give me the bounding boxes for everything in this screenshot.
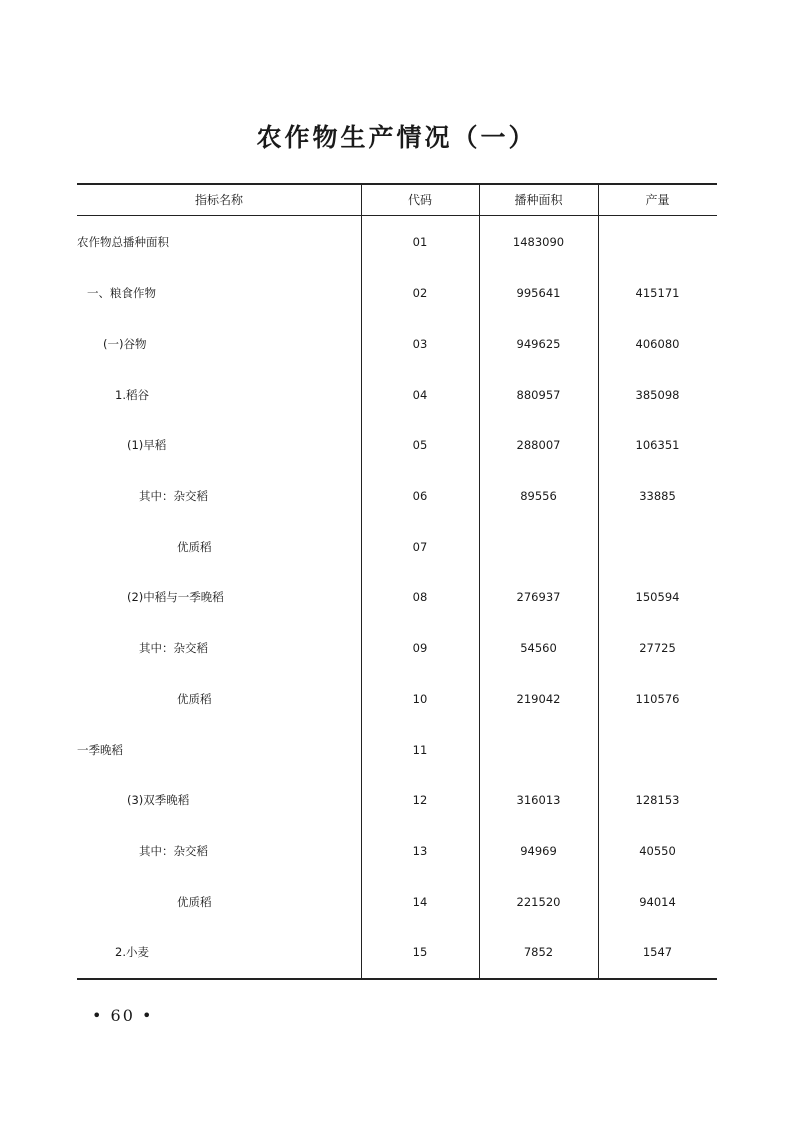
code-cell-text: 12 <box>412 793 428 808</box>
header-sown-area: 播种面积 <box>514 193 563 207</box>
code-cell-text: 01 <box>412 235 428 249</box>
sown-area-cell-text: 995641 <box>516 286 561 301</box>
table-row <box>77 674 717 725</box>
sown-area-cell <box>479 674 598 725</box>
production-cell <box>598 674 717 725</box>
production-cell <box>598 775 717 826</box>
indicator-name-cell <box>77 876 361 927</box>
code-cell <box>361 826 479 877</box>
production-cell-text: 415171 <box>635 286 680 301</box>
sown-area-cell <box>479 876 598 927</box>
sown-area-cell <box>479 216 598 268</box>
table-body <box>77 216 717 978</box>
production-cell-text: 110576 <box>635 691 680 706</box>
header-code: 代码 <box>407 193 432 207</box>
code-cell <box>361 674 479 725</box>
header-production: 产量 <box>645 193 670 207</box>
code-cell <box>361 927 479 978</box>
production-cell <box>598 420 717 471</box>
indicator-name-cell-text: 2.小麦 <box>115 945 149 960</box>
table-row <box>77 369 717 420</box>
indicator-name-cell-text: 优质稻 <box>177 539 212 554</box>
code-cell <box>361 623 479 674</box>
sown-area-cell <box>479 927 598 978</box>
indicator-name-cell-text: (3)双季晚稻 <box>127 793 190 808</box>
table-row <box>77 623 717 674</box>
table-row <box>77 775 717 826</box>
code-cell <box>361 775 479 826</box>
indicator-name-cell-text: 一、粮食作物 <box>87 286 156 301</box>
sown-area-cell <box>479 471 598 522</box>
sown-area-cell-text: 316013 <box>516 793 561 808</box>
indicator-name-cell-text: 优质稻 <box>177 894 212 909</box>
production-cell-text: 94014 <box>639 894 676 909</box>
page-number: • 60 • <box>92 1006 154 1025</box>
code-cell-text: 08 <box>412 590 428 605</box>
code-cell-text: 05 <box>412 438 428 453</box>
code-cell <box>361 319 479 370</box>
sown-area-cell-text: 221520 <box>516 894 561 909</box>
table-row <box>77 268 717 319</box>
sown-area-cell <box>479 420 598 471</box>
indicator-name-cell <box>77 623 361 674</box>
production-cell <box>598 471 717 522</box>
sown-area-cell-text: 94969 <box>520 843 557 858</box>
table-row <box>77 876 717 927</box>
indicator-name-cell-text: 一季晚稻 <box>77 742 123 757</box>
production-cell <box>598 319 717 370</box>
code-cell-text: 11 <box>412 742 428 757</box>
production-cell-text: 40550 <box>639 843 676 858</box>
sown-area-cell-text: 880957 <box>516 387 561 402</box>
production-cell-text: 1547 <box>642 945 673 960</box>
indicator-name-cell-text: (2)中稻与一季晚稻 <box>127 590 224 605</box>
sown-area-cell-text: 7852 <box>523 945 554 960</box>
table-header-row <box>77 185 717 216</box>
production-cell-text: 406080 <box>635 337 680 352</box>
code-cell <box>361 521 479 572</box>
table-row <box>77 471 717 522</box>
code-cell <box>361 216 479 268</box>
table-row <box>77 216 717 268</box>
sown-area-cell <box>479 268 598 319</box>
code-cell <box>361 876 479 927</box>
code-cell-text: 03 <box>412 337 428 352</box>
indicator-name-cell <box>77 471 361 522</box>
indicator-name-cell-text: 其中：杂交稻 <box>139 641 208 656</box>
code-cell-text: 10 <box>412 691 428 706</box>
indicator-name-cell <box>77 724 361 775</box>
code-cell-text: 14 <box>412 894 428 909</box>
indicator-name-cell <box>77 369 361 420</box>
sown-area-cell-text: 949625 <box>516 337 561 352</box>
production-cell <box>598 876 717 927</box>
code-cell-text: 02 <box>412 286 428 301</box>
indicator-name-cell <box>77 319 361 370</box>
table-row <box>77 521 717 572</box>
sown-area-cell <box>479 826 598 877</box>
page-title: 农作物生产情况（一） <box>256 123 537 152</box>
production-cell <box>598 369 717 420</box>
production-cell <box>598 572 717 623</box>
code-cell <box>361 369 479 420</box>
production-cell <box>598 623 717 674</box>
production-cell-text: 128153 <box>635 793 680 808</box>
indicator-name-cell <box>77 521 361 572</box>
indicator-name-cell-text: 优质稻 <box>177 691 212 706</box>
code-cell <box>361 268 479 319</box>
code-cell-text: 06 <box>412 489 428 504</box>
header-indicator-name: 指标名称 <box>194 193 243 207</box>
sown-area-cell <box>479 775 598 826</box>
sown-area-cell-text: 288007 <box>516 438 561 453</box>
code-cell <box>361 724 479 775</box>
production-cell <box>598 724 717 775</box>
table-row <box>77 420 717 471</box>
indicator-name-cell <box>77 216 361 268</box>
indicator-name-cell <box>77 775 361 826</box>
sown-area-cell-text: 1483090 <box>512 235 565 249</box>
production-cell <box>598 521 717 572</box>
production-cell <box>598 216 717 268</box>
table-row <box>77 826 717 877</box>
sown-area-cell <box>479 521 598 572</box>
production-cell <box>598 927 717 978</box>
indicator-name-cell <box>77 826 361 877</box>
indicator-name-cell-text: (一)谷物 <box>103 337 147 352</box>
sown-area-cell <box>479 623 598 674</box>
indicator-name-cell <box>77 268 361 319</box>
code-cell-text: 04 <box>412 387 428 402</box>
production-cell-text: 150594 <box>635 590 680 605</box>
indicator-name-cell <box>77 572 361 623</box>
production-cell-text: 106351 <box>635 438 680 453</box>
indicator-name-cell <box>77 927 361 978</box>
sown-area-cell-text: 219042 <box>516 691 561 706</box>
production-cell <box>598 826 717 877</box>
production-cell-text: 27725 <box>639 641 676 656</box>
code-cell <box>361 420 479 471</box>
sown-area-cell <box>479 369 598 420</box>
production-cell-text: 33885 <box>639 489 676 504</box>
sown-area-cell <box>479 724 598 775</box>
sown-area-cell-text: 276937 <box>516 590 561 605</box>
sown-area-cell <box>479 572 598 623</box>
code-cell <box>361 572 479 623</box>
code-cell-text: 09 <box>412 641 428 656</box>
code-cell-text: 13 <box>412 843 428 858</box>
code-cell <box>361 471 479 522</box>
sown-area-cell <box>479 319 598 370</box>
crop-production-table <box>77 183 717 980</box>
production-cell-text: 385098 <box>635 387 680 402</box>
code-cell-text: 07 <box>412 539 428 554</box>
table-row <box>77 572 717 623</box>
indicator-name-cell-text: 其中：杂交稻 <box>139 489 208 504</box>
indicator-name-cell-text: 其中：杂交稻 <box>139 843 208 858</box>
indicator-name-cell-text: 1.稻谷 <box>115 387 149 402</box>
indicator-name-cell-text: (1)早稻 <box>127 438 167 453</box>
indicator-name-cell <box>77 674 361 725</box>
code-cell-text: 15 <box>412 945 428 960</box>
sown-area-cell-text: 89556 <box>520 489 557 504</box>
table-row <box>77 319 717 370</box>
indicator-name-cell <box>77 420 361 471</box>
table-row <box>77 927 717 978</box>
production-cell <box>598 268 717 319</box>
sown-area-cell-text: 54560 <box>520 641 557 656</box>
indicator-name-cell-text: 农作物总播种面积 <box>77 235 169 249</box>
table-row <box>77 724 717 775</box>
